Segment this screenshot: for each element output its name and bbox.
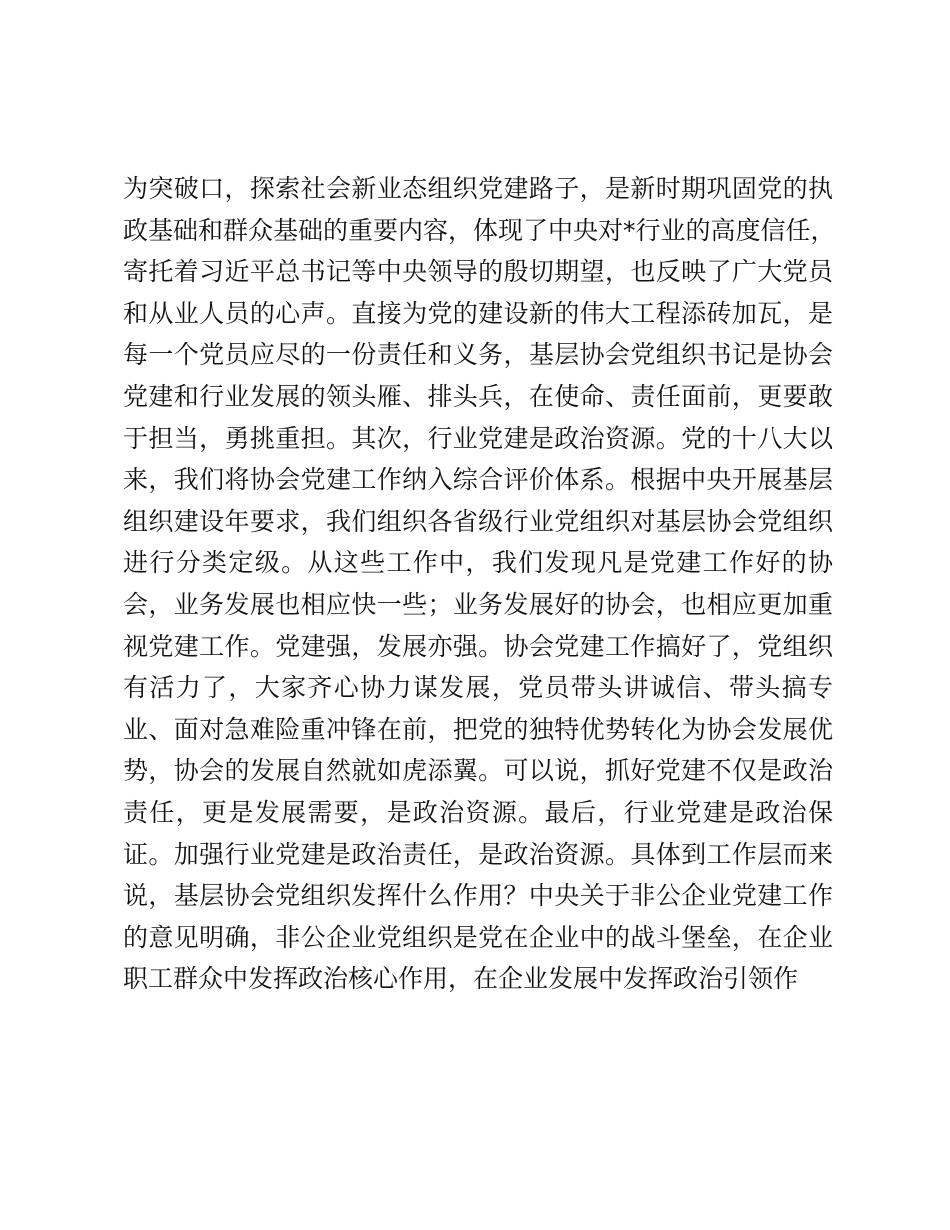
text-line: 有活力了，大家齐心协力谋发展，党员带头讲诚信、带头搞专	[123, 673, 833, 703]
text-line: 的意见明确，非公企业党组织是党在企业中的战斗堡垒，在企业	[123, 922, 833, 952]
text-line: 于担当，勇挑重担。其次，行业党建是政治资源。党的十八大以	[123, 423, 833, 453]
text-line: 每一个党员应尽的一份责任和义务，基层协会党组织书记是协会	[123, 340, 833, 370]
text-line: 寄托着习近平总书记等中央领导的殷切期望，也反映了广大党员	[123, 257, 833, 287]
text-line: 势，协会的发展自然就如虎添翼。可以说，抓好党建不仅是政治	[123, 756, 833, 786]
text-line: 业、面对急难险重冲锋在前，把党的独特优势转化为协会发展优	[123, 714, 833, 744]
text-line: 责任，更是发展需要，是政治资源。最后，行业党建是政治保	[123, 797, 833, 827]
body-text	[123, 168, 836, 1000]
text-line: 视党建工作。党建强，发展亦强。协会党建工作搞好了，党组织	[123, 631, 833, 661]
text-line: 和从业人员的心声。直接为党的建设新的伟大工程添砖加瓦，是	[123, 298, 833, 328]
text-line: 会，业务发展也相应快一些；业务发展好的协会，也相应更加重	[123, 589, 833, 619]
text-line: 政基础和群众基础的重要内容，体现了中央对*行业的高度信任，	[123, 215, 836, 245]
text-line: 说，基层协会党组织发挥什么作用？中央关于非公企业党建工作	[123, 881, 833, 911]
text-line: 进行分类定级。从这些工作中，我们发现凡是党建工作好的协	[123, 548, 833, 578]
text-line: 职工群众中发挥政治核心作用，在企业发展中发挥政治引领作	[123, 964, 799, 994]
text-line: 党建和行业发展的领头雁、排头兵，在使命、责任面前，更要敢	[123, 381, 833, 411]
text-line: 来，我们将协会党建工作纳入综合评价体系。根据中央开展基层	[123, 465, 833, 495]
text-line: 为突破口，探索社会新业态组织党建路子，是新时期巩固党的执	[123, 174, 833, 203]
text-line: 证。加强行业党建是政治责任，是政治资源。具体到工作层而来	[123, 839, 833, 869]
text-line: 组织建设年要求，我们组织各省级行业党组织对基层协会党组织	[123, 506, 833, 536]
